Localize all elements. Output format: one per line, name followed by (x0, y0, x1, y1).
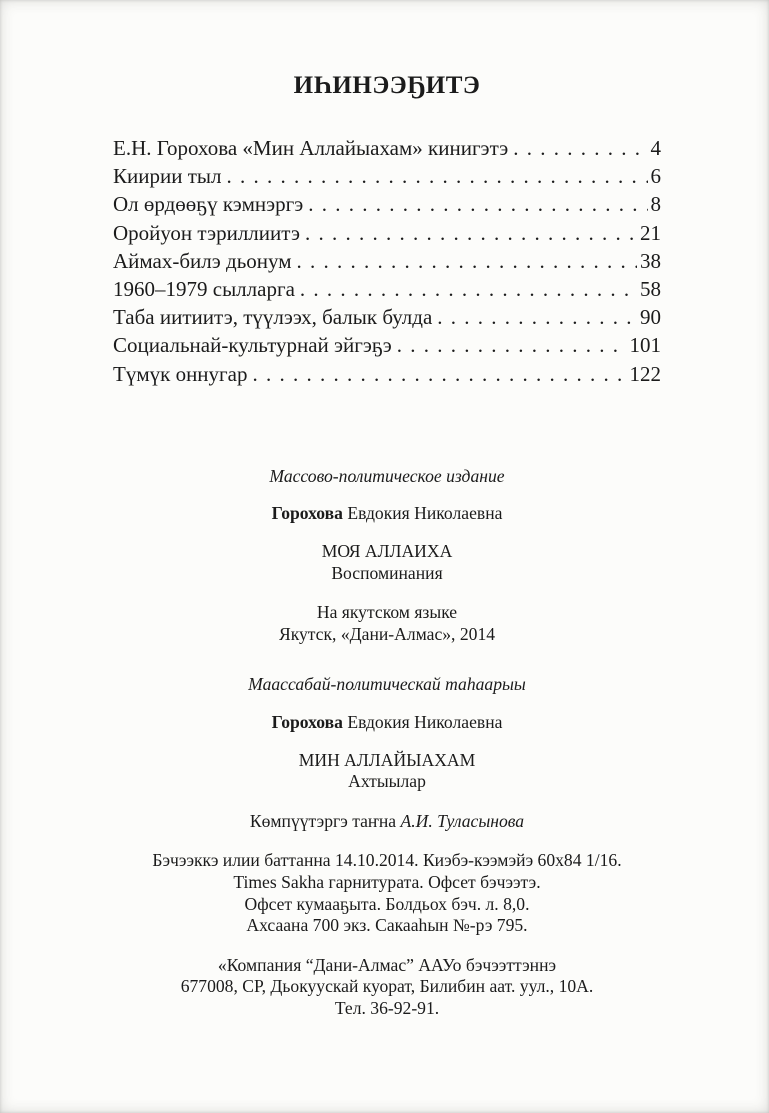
contents-title: ИҺИНЭЭҔИТЭ (293, 72, 481, 99)
toc-dot-leader (437, 303, 637, 331)
toc-entry (113, 219, 661, 247)
toc-page-number: 38 (640, 248, 661, 273)
toc-dot-leader (252, 360, 626, 388)
toc-entry-label: Түмүк оннугар (113, 361, 248, 386)
toc-entry-label: Таба иитиитэ, түүлээх, балык булда (113, 305, 433, 330)
publisher-line-3: Тел. 36-92-91. (334, 997, 440, 1018)
print-info-line-2: Times Sakha гарнитурата. Офсет бэчээтэ. (233, 871, 541, 892)
toc-entry (113, 247, 661, 275)
typesetting-line (113, 811, 661, 833)
ru-book-title: МОЯ АЛЛАИХА (321, 541, 453, 562)
ru-author-surname: Горохова (271, 503, 343, 524)
ru-author-line (113, 503, 661, 525)
toc-entry (113, 360, 661, 388)
colophon (113, 466, 661, 1020)
toc-dot-leader (305, 219, 637, 247)
toc-entry (113, 331, 661, 359)
toc-entry-label: Киирии тыл (113, 164, 222, 189)
ru-edition-type: Массово-политическое издание (269, 465, 505, 486)
print-info-line-3: Офсет кумааҕыта. Болдьох бэч. л. 8,0. (244, 893, 530, 914)
ru-author-rest: Евдокия Николаевна (342, 503, 503, 524)
toc-dot-leader (226, 162, 647, 190)
publisher-line-1: «Компания “Дани-Алмас” ААУо бэчээттэннэ (217, 954, 557, 975)
toc-entry-label: Оройуон тэриллиитэ (113, 220, 300, 245)
sakha-book-title: МИН АЛЛАЙЫАХАМ (298, 749, 476, 770)
sakha-edition-type: Маассабай-политическай таһаарыы (248, 674, 526, 695)
typesetting-name: А.И. Туласынова (400, 810, 525, 831)
toc-dot-leader (308, 190, 647, 218)
toc-page-number: 8 (650, 192, 661, 217)
table-of-contents (113, 134, 661, 388)
toc-entry (113, 190, 661, 218)
ru-book-subtitle: Воспоминания (331, 562, 443, 583)
sakha-author-rest: Евдокия Николаевна (342, 711, 503, 732)
toc-entry-label: Ол өрдөөҕү кэмнэргэ (113, 192, 304, 217)
print-info-line-4: Ахсаана 700 экз. Сакааһын №-рэ 795. (246, 915, 528, 936)
typesetting-prefix: Көмпүүтэргэ таҥна (249, 810, 401, 831)
toc-page-number: 90 (640, 305, 661, 330)
publisher-line-2: 677008, СР, Дьокуускай куорат, Билибин аат. уул., 10А. (180, 976, 594, 997)
toc-entry (113, 303, 661, 331)
sakha-author-surname: Горохова (271, 711, 343, 732)
toc-page-number: 122 (629, 361, 661, 386)
toc-entry-label: 1960–1979 сылларга (113, 277, 295, 302)
toc-dot-leader (397, 331, 627, 359)
toc-page-number: 101 (629, 333, 661, 358)
toc-page-number: 4 (650, 136, 661, 160)
toc-page-number: 58 (640, 277, 661, 302)
toc-entry-label: Аймах-билэ дьонум (113, 248, 292, 273)
toc-entry (113, 275, 661, 303)
ru-imprint: Якутск, «Дани-Алмас», 2014 (278, 623, 496, 644)
toc-entry (113, 162, 661, 190)
toc-entry-label: Социальнай-культурнай эйгэҕэ (113, 333, 392, 358)
print-info-line-1: Бэчээккэ илии баттанна 14.10.2014. Киэбэ-кээмэйэ 60х84 1/16. (152, 850, 622, 871)
toc-entry (113, 134, 661, 162)
sakha-author-line (113, 712, 661, 734)
toc-dot-leader (297, 247, 637, 275)
toc-page-number: 21 (640, 220, 661, 245)
ru-language-note: На якутском языке (316, 602, 458, 623)
toc-page-number: 6 (650, 164, 661, 189)
sakha-book-subtitle: Ахтыылар (348, 771, 426, 792)
toc-dot-leader (300, 275, 637, 303)
toc-entry-label: Е.Н. Горохова «Мин Аллайыахам» кинигэтэ (113, 136, 509, 160)
toc-dot-leader (513, 134, 647, 162)
